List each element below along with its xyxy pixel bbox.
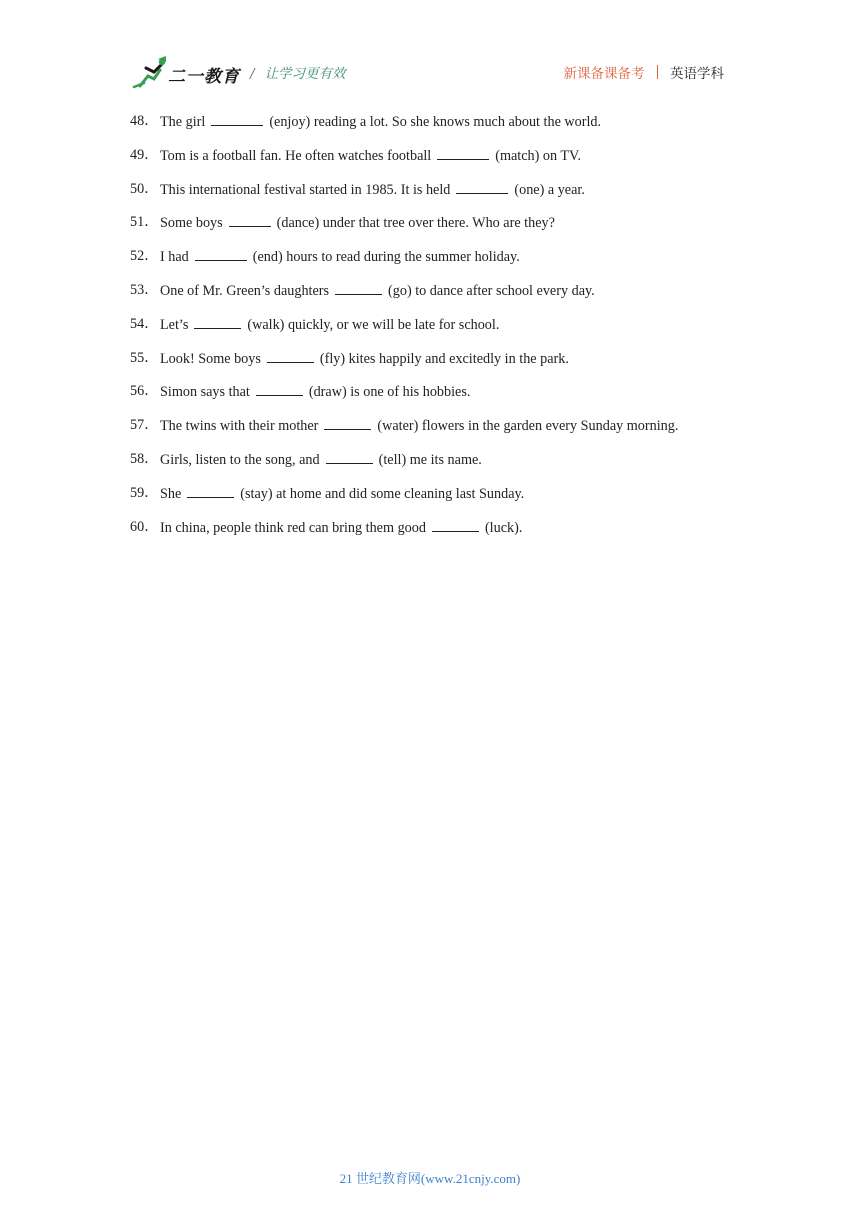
- slogan-slash: /: [250, 66, 255, 82]
- question-number: 60．: [130, 518, 159, 535]
- answer-blank: [187, 483, 234, 498]
- question-number: 50．: [130, 180, 159, 197]
- answer-blank: [229, 212, 271, 227]
- question-list: [130, 111, 750, 550]
- header-tags: [564, 62, 725, 82]
- course-tag: 新课备课备考: [563, 66, 645, 82]
- question-text: Simon says that (draw) is one of his hobbies.: [160, 381, 470, 415]
- page-header: [0, 0, 860, 96]
- question-number: 57．: [130, 417, 159, 434]
- question-number: 55．: [130, 349, 159, 366]
- question-item: [130, 381, 750, 415]
- question-number: 49．: [130, 146, 159, 163]
- question-text: Tom is a football fan. He often watches football (match) on TV.: [160, 145, 581, 179]
- slogan: [250, 62, 346, 82]
- question-number: 51．: [130, 214, 159, 231]
- answer-blank: [437, 145, 489, 160]
- answer-blank: [195, 246, 247, 261]
- question-text: Look! Some boys (fly) kites happily and excitedly in the park.: [160, 348, 569, 382]
- answer-blank: [256, 381, 303, 396]
- answer-blank: [324, 415, 371, 430]
- question-text: Girls, listen to the song, and (tell) me its name.: [160, 449, 482, 483]
- subject-tag: 英语学科: [670, 66, 724, 82]
- answer-blank: [267, 348, 314, 363]
- slogan-text: 让学习更有效: [264, 66, 346, 82]
- question-number: 52．: [130, 248, 159, 265]
- answer-blank: [432, 517, 479, 532]
- question-item: [130, 246, 750, 280]
- page-footer: 21 世纪教育网(www.21cnjy.com): [339, 1171, 521, 1186]
- question-item: [130, 179, 750, 213]
- answer-blank: [211, 111, 263, 126]
- answer-blank: [194, 314, 241, 329]
- answer-blank: [335, 280, 382, 295]
- question-item: [130, 517, 750, 551]
- question-number: 59．: [130, 484, 159, 501]
- question-number: 53．: [130, 281, 159, 298]
- question-text: She (stay) at home and did some cleaning last Sunday.: [160, 483, 524, 517]
- question-text: This international festival started in 1985. It is held (one) a year.: [160, 179, 585, 213]
- question-item: [130, 145, 750, 179]
- question-item: [130, 348, 750, 382]
- question-text: The girl (enjoy) reading a lot. So she knows much about the world.: [160, 111, 601, 145]
- question-text: The twins with their mother (water) flowers in the garden every Sunday morning.: [160, 415, 678, 449]
- question-text: Some boys (dance) under that tree over there. Who are they?: [160, 212, 555, 246]
- logo-text: 二一教育: [168, 67, 240, 87]
- question-item: [130, 483, 750, 517]
- question-text: One of Mr. Green’s daughters (go) to dance after school every day.: [160, 280, 595, 314]
- question-number: 54．: [130, 315, 159, 332]
- question-text: In china, people think red can bring them good (luck).: [160, 517, 522, 551]
- question-item: [130, 111, 750, 145]
- question-number: 58．: [130, 450, 159, 467]
- question-item: [130, 415, 750, 449]
- question-item: [130, 280, 750, 314]
- question-text: Let’s (walk) quickly, or we will be late for school.: [160, 314, 499, 348]
- question-item: [130, 212, 750, 246]
- answer-blank: [326, 449, 373, 464]
- question-number: 48．: [130, 113, 159, 129]
- question-item: [130, 314, 750, 348]
- question-number: 56．: [130, 383, 159, 400]
- tag-divider: [657, 65, 659, 79]
- question-text: I had (end) hours to read during the summer holiday.: [160, 246, 520, 280]
- question-item: [130, 449, 750, 483]
- answer-blank: [456, 179, 508, 194]
